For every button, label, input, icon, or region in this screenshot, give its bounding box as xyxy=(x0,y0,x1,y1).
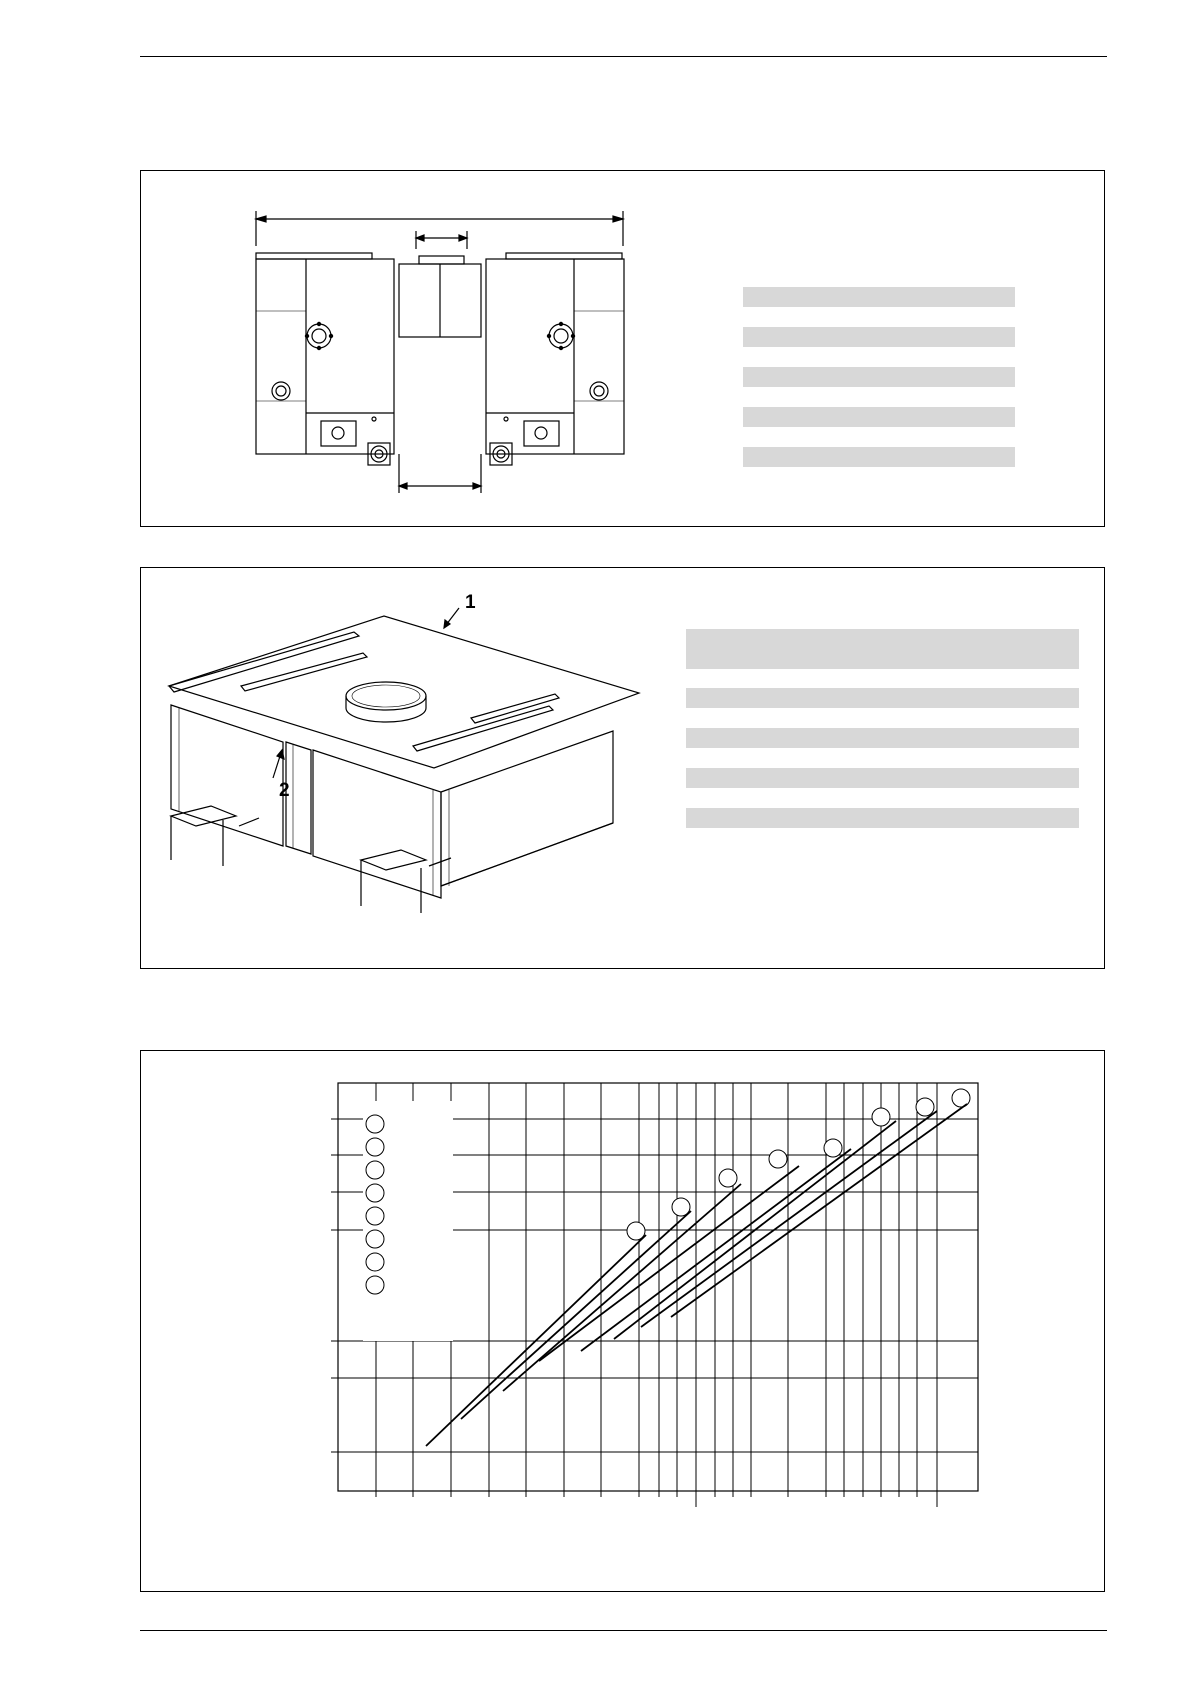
text-line-placeholder xyxy=(743,367,1015,387)
curve-marker-circle xyxy=(769,1150,787,1168)
performance-curve xyxy=(539,1166,799,1361)
curve-marker-circle xyxy=(952,1089,970,1107)
callout-1: 1 xyxy=(465,592,476,613)
text-line-placeholder xyxy=(743,327,1015,347)
curve-marker-circle xyxy=(824,1139,842,1157)
text-line-placeholder xyxy=(686,768,1079,788)
text-line-placeholder xyxy=(686,629,1079,669)
exploded-view-panel xyxy=(140,567,1105,969)
text-line-placeholder xyxy=(686,728,1079,748)
front-view-drawing xyxy=(141,171,1106,528)
curve-key-circle xyxy=(366,1138,384,1156)
performance-graph xyxy=(141,1051,1106,1593)
curve-marker-circle xyxy=(872,1108,890,1126)
text-line-placeholder xyxy=(743,447,1015,467)
text-line-placeholder xyxy=(743,407,1015,427)
curve-key-circle xyxy=(366,1276,384,1294)
curve-key-circle xyxy=(366,1207,384,1225)
callout-2: 2 xyxy=(279,780,290,801)
performance-curve xyxy=(641,1111,937,1327)
header-rule xyxy=(140,56,1107,57)
curve-key-circle xyxy=(366,1184,384,1202)
curve-key-circle xyxy=(366,1230,384,1248)
curve-key-circle xyxy=(366,1253,384,1271)
performance-curve xyxy=(581,1149,851,1351)
text-line-placeholder xyxy=(743,287,1015,307)
text-line-placeholder xyxy=(686,808,1079,828)
curve-marker-circle xyxy=(719,1169,737,1187)
performance-graph-panel xyxy=(140,1050,1105,1592)
front-view-panel xyxy=(140,170,1105,527)
curve-key-circle xyxy=(366,1115,384,1133)
curve-key-circle xyxy=(366,1161,384,1179)
curve-marker-circle xyxy=(916,1098,934,1116)
performance-curve xyxy=(503,1184,741,1391)
footer-rule xyxy=(140,1630,1107,1631)
text-line-placeholder xyxy=(686,688,1079,708)
curve-marker-circle xyxy=(627,1222,645,1240)
